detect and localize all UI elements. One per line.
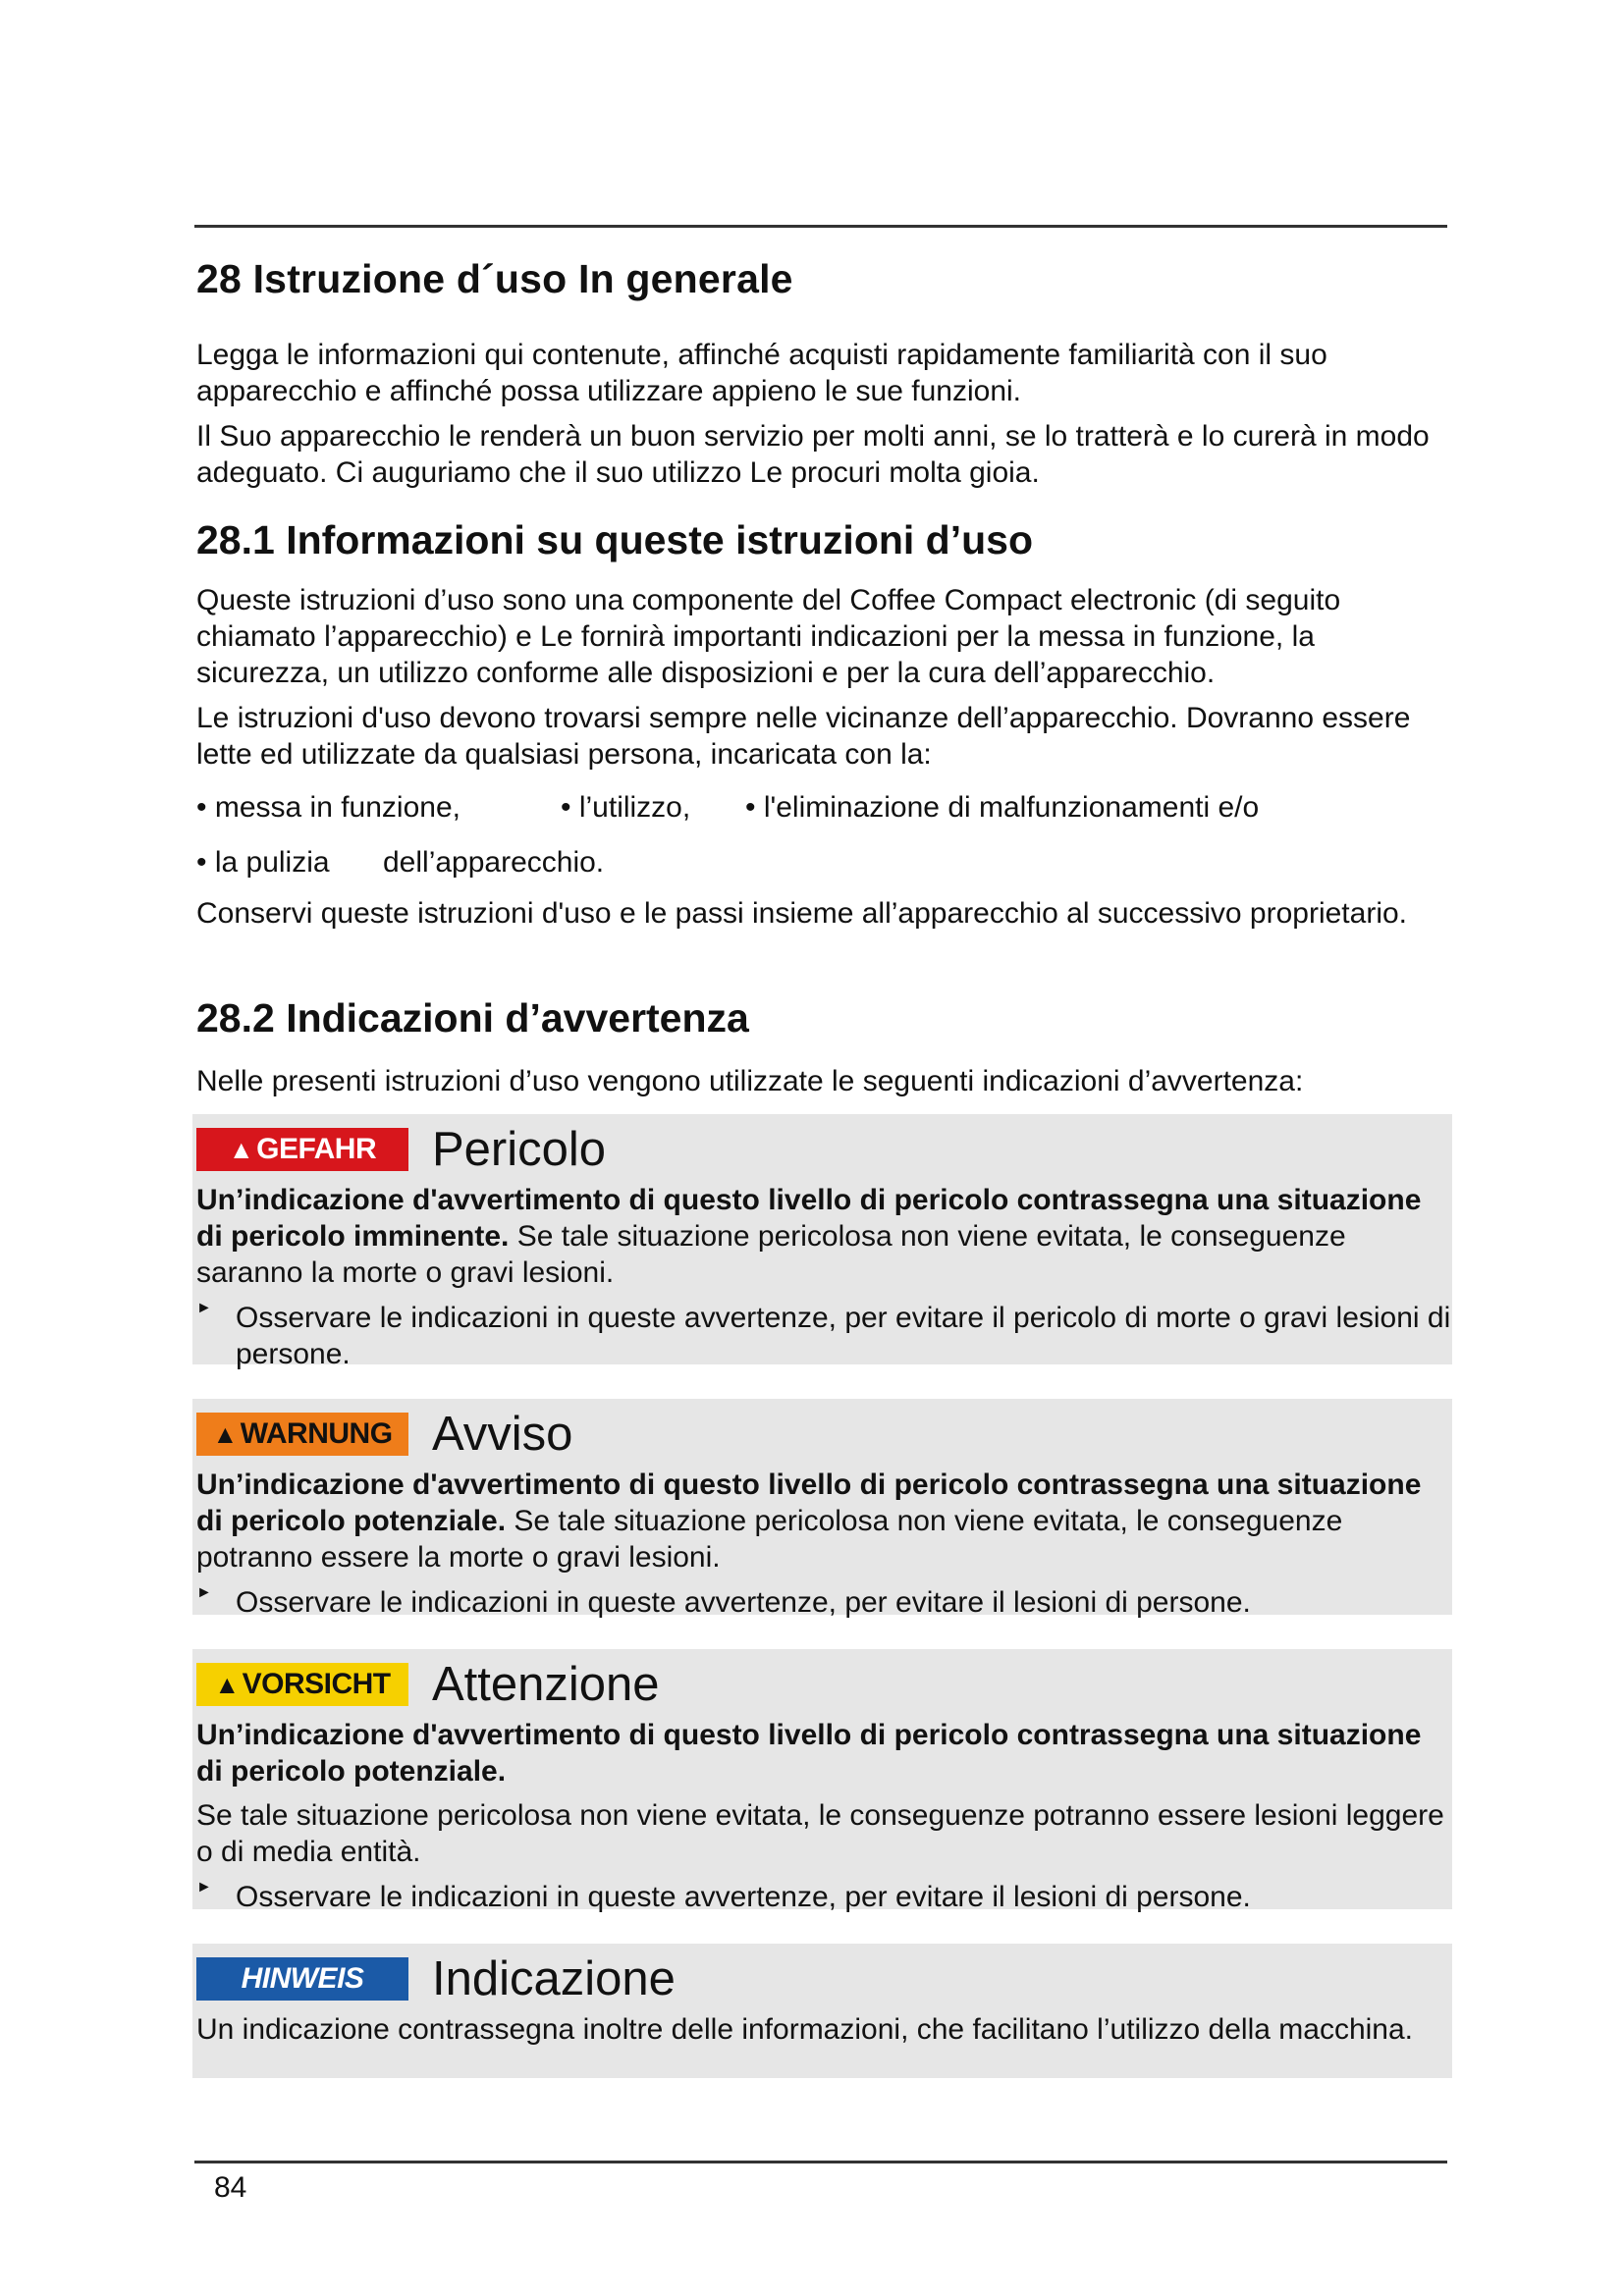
- subsection-heading-28-2: [196, 995, 1443, 1041]
- hazard-level-title: Pericolo: [432, 1123, 607, 1176]
- warning-action-text: Osservare le indicazioni in queste avvertenze, per evitare il lesioni di persone.: [236, 1881, 1251, 1913]
- hinweis-badge: [196, 1957, 408, 2001]
- warning-description-text: Se tale situazione pericolosa non viene evitata, le conseguenze potranno essere lesioni leggere o di media entità.: [196, 1799, 1444, 1868]
- keep-instructions-paragraph: [196, 895, 1443, 932]
- warnung-badge: [196, 1413, 408, 1456]
- subsection-body-28-1: [196, 582, 1443, 773]
- warning-box-warning: [192, 1399, 1452, 1619]
- subsection-title-28-1: 28.1 Informazioni su queste istruzioni d’uso: [196, 517, 1034, 562]
- warning-description: [196, 1182, 1452, 1291]
- warning-description-bold: Un’indicazione d'avvertimento di questo livello di pericolo contrassegna una situazione di pericolo potenziale.: [196, 1468, 1422, 1537]
- badge-label: GEFAHR: [256, 1133, 377, 1165]
- subsection-title-28-2: 28.2 Indicazioni d’avvertenza: [196, 995, 749, 1041]
- info-paragraph-1: Queste istruzioni d’uso sono una componente del Coffee Compact electronic (di seguito chiamato l’apparecchio) e Le fornirà importanti indicazioni per la messa in funzione, la sicurezza, un utilizzo conforme alle disposizioni e per la cura dell’apparecchio.: [196, 584, 1341, 689]
- arrow-right-icon: ►: [196, 1879, 212, 1896]
- warning-action-text: Osservare le indicazioni in queste avvertenze, per evitare il lesioni di persone.: [236, 1586, 1251, 1619]
- bullet-row-1: [196, 789, 1443, 826]
- warning-description-text: Se tale situazione pericolosa non viene evitata, le conseguenze saranno la morte o gravi lesioni.: [196, 1220, 1346, 1289]
- arrow-right-icon: ►: [196, 1300, 212, 1316]
- warning-description-text: Se tale situazione pericolosa non viene evitata, le conseguenze potranno essere la morte o gravi lesioni.: [196, 1505, 1343, 1574]
- subsection-heading-28-1: [196, 517, 1443, 563]
- warning-action: [196, 1584, 1452, 1621]
- warning-box-caution: [192, 1649, 1452, 1913]
- warning-description-bold: Un’indicazione d'avvertimento di questo livello di pericolo contrassegna una situazione di pericolo imminente.: [196, 1184, 1422, 1253]
- arrow-right-icon: ►: [196, 1584, 212, 1601]
- badge-label: HINWEIS: [241, 1962, 364, 1995]
- notice-box: [192, 1944, 1452, 2078]
- intro-paragraph-1: Legga le informazioni qui contenute, affinché acquisti rapidamente familiarità con il suo apparecchio e affinché possa utilizzare appieno le sue funzioni.: [196, 339, 1327, 407]
- hazard-level-title: Avviso: [432, 1408, 573, 1461]
- section-heading-block: [196, 256, 1443, 302]
- info-paragraph-3: Conservi queste istruzioni d'uso e le passi insieme all’apparecchio al successivo proprietario.: [196, 897, 1408, 930]
- bullet-item: • l'eliminazione di malfunzionamenti e/o: [745, 791, 1260, 824]
- bottom-rule: [194, 2161, 1447, 2163]
- warning-description-bold-block: [196, 1717, 1452, 1789]
- badge-label: VORSICHT: [242, 1668, 391, 1700]
- hazard-level-title: Attenzione: [432, 1658, 660, 1711]
- badge-label: WARNUNG: [240, 1417, 393, 1450]
- bullet-item: • la pulizia: [196, 846, 330, 879]
- bullet-row-2: [196, 844, 1443, 881]
- warning-action: [196, 1300, 1452, 1372]
- intro-paragraph-2: Il Suo apparecchio le renderà un buon servizio per molti anni, se lo tratterà e lo curerà in modo adeguato. Ci auguriamo che il suo utilizzo Le procuri molta gioia.: [196, 420, 1430, 489]
- bullet-item: • messa in funzione,: [196, 791, 460, 824]
- intro-paragraphs: [196, 337, 1443, 491]
- gefahr-badge: [196, 1128, 408, 1171]
- warning-triangle-icon: ▲: [214, 1669, 240, 1699]
- info-paragraph-2: Le istruzioni d'uso devono trovarsi sempre nelle vicinanze dell’apparecchio. Dovranno essere lette ed utilizzate da qualsiasi persona, incaricata con la:: [196, 702, 1411, 771]
- warning-description: [196, 1467, 1452, 1575]
- warning-triangle-icon: ▲: [212, 1418, 238, 1449]
- bullet-item: • l’utilizzo,: [561, 791, 691, 824]
- warning-description-bold: Un’indicazione d'avvertimento di questo livello di pericolo contrassegna una situazione di pericolo potenziale.: [196, 1719, 1422, 1788]
- warning-triangle-icon: ▲: [228, 1134, 254, 1164]
- vorsicht-badge: [196, 1663, 408, 1706]
- warning-action-text: Osservare le indicazioni in queste avvertenze, per evitare il pericolo di morte o gravi lesioni di persone.: [236, 1302, 1451, 1370]
- warning-box-danger: [192, 1114, 1452, 1370]
- warnings-intro-text: Nelle presenti istruzioni d’uso vengono utilizzate le seguenti indicazioni d’avvertenza:: [196, 1065, 1304, 1097]
- bullet-item-continuation: dell’apparecchio.: [383, 846, 605, 879]
- hazard-level-title: Indicazione: [432, 1952, 676, 2005]
- top-rule: [194, 225, 1447, 228]
- warning-action: [196, 1879, 1452, 1915]
- section-title: 28 Istruzione d´uso In generale: [196, 256, 793, 301]
- warnings-intro: [196, 1063, 1443, 1099]
- page-number: 84: [214, 2171, 247, 2204]
- notice-text: Un indicazione contrassegna inoltre delle informazioni, che facilitano l’utilizzo della macchina.: [196, 2013, 1413, 2046]
